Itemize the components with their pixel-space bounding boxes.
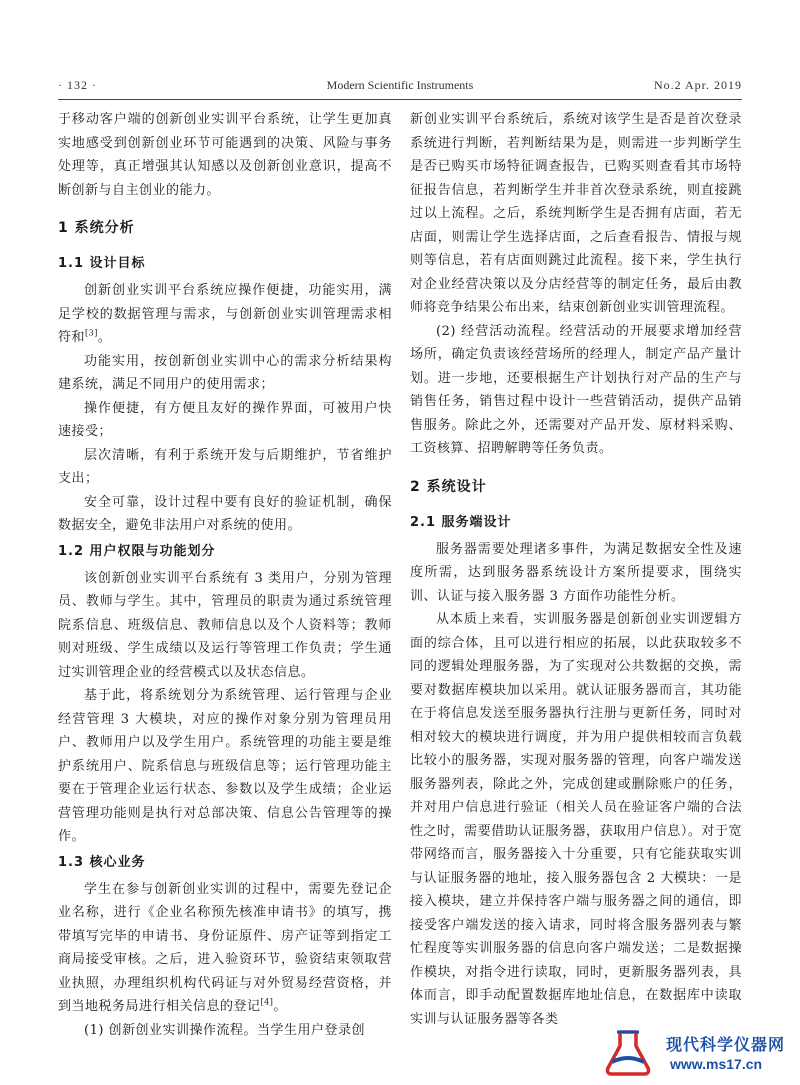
paragraph: 功能实用，按创新创业实训中心的需求分析结果构建系统，满足不同用户的使用需求；	[58, 353, 392, 392]
paragraph: 操作便捷，有方便且友好的操作界面，可被用户快速接受；	[58, 400, 392, 439]
paragraph: (1) 创新创业实训操作流程。当学生用户登录创	[84, 1022, 366, 1038]
running-header	[58, 74, 742, 100]
section-heading-1: 1 系统分析	[58, 220, 135, 236]
citation-ref[interactable]: [4]	[260, 997, 274, 1007]
paragraph: 服务器需要处理诸多事件，为满足数据安全性及速度所需，达到服务器系统设计方案所提要求，围绕实训、认证与接入服务器 3 方面作功能性分析。	[410, 541, 742, 604]
subsection-heading-1-3: 1.3 核心业务	[58, 854, 146, 870]
journal-name: Modern Scientific Instruments	[326, 78, 474, 92]
citation-ref[interactable]: [3]	[85, 328, 98, 338]
subsection-heading-1-2: 1.2 用户权限与功能划分	[58, 543, 216, 559]
site-watermark[interactable]	[600, 1022, 795, 1082]
watermark-url[interactable]: www.ms17.cn	[670, 1056, 763, 1072]
watermark-site-name: 现代科学仪器网	[666, 1035, 786, 1054]
issue-date: No.2 Apr. 2019	[653, 78, 742, 92]
paragraph: 该创新创业实训平台系统有 3 类用户，分别为管理员、教师与学生。其中，管理员的职责为通过系统管理院系信息、班级信息、教师信息以及个人资料等；教师则对班级、学生成绩以及运行等管理工作负责；学生通过实训管理企业的经营模式以及状态信息。	[58, 570, 392, 680]
left-column	[58, 108, 392, 1042]
subsection-heading-2-1: 2.1 服务端设计	[410, 514, 512, 530]
paragraph: 从本质上来看，实训服务器是创新创业实训逻辑方面的综合体，且可以进行相应的拓展，以此获取较多不同的逻辑处理服务器，为了实现对公共数据的交换，需要对数据库模块加以采用。就认证服务器而言，其功能在于将信息发送至服务器执行注册与更新任务，同时对相对较大的模块进行调度，并为用户提供相较而言负载比较小的服务器，实现对服务器的管理，向客户端发送服务器列表，除此之外，完成创建或删除账户的任务，并对用户信息进行验证（相关人员在验证客户端的合法性之时，需要借助认证服务器，获取用户信息）。对于宽带网络而言，服务器接入十分重要，只有它能获取实训与认证服务器的地址，接入服务器包含 2 大模块：一是接入模块，建立并保持客户端与服务器之间的通信，即接受客户端发送的接入请求，同时将含服务器列表与繁忙程度等实训服务器的信息向客户端发送；二是数据操作模块，对指令进行读取，同时，更新服务器列表，具体而言，即手动配置数据库地址信息，在数据库中读取实训与认证服务器等各类	[410, 612, 742, 1027]
right-column	[410, 108, 742, 1031]
intro-paragraph: 于移动客户端的创新创业实训平台系统，让学生更加真实地感受到创新创业环节可能遇到的决策、风险与事务处理等，真正增强其认知感以及创新创业意识，提高不断创新与自主创业的能力。	[58, 112, 392, 198]
paragraph: (2) 经营活动流程。经营活动的开展要求增加经营场所，确定负责该经营场所的经理人，制定产品产量计划。进一步地，还要根据生产计划执行对产品的生产与销售任务，销售过程中设计一些营销活动，提供产品销售服务。除此之外，还需要对产品开发、原材料采购、工资核算、招聘解聘等任务负责。	[410, 323, 742, 456]
continued-paragraph: 新创业实训平台系统后，系统对该学生是否是首次登录系统进行判断，若判断结果为是，则需进一步判断学生是否已购买市场特征调查报告，已购买则查看其市场特征报告信息，若判断学生并非首次登录系统，则直接跳过以上流程。之后，系统判断学生是否拥有店面，若无店面，则需让学生选择店面，之后查看报告、情报与规则等信息，若有店面则跳过此流程。接下来，学生执行对企业经营决策以及分店经营等的制定任务，最后由教师将竞争结果公布出来，结束创新创业实训管理流程。	[410, 112, 742, 315]
section-heading-2: 2 系统设计	[410, 478, 487, 495]
page-number: · 132 ·	[58, 78, 97, 92]
flask-logo-icon	[600, 1028, 656, 1078]
paragraph: 基于此，将系统划分为系统管理、运行管理与企业经营管理 3 大模块，对应的操作对象分别为管理员用户、教师用户以及学生用户。系统管理的功能主要是维护系统用户、院系信息与班级信息等；运行管理功能主要在于管理企业运行状态、参数以及学生成绩；企业运营管理功能则是执行对总部决策、信息公告管理等的操作。	[58, 688, 392, 844]
paragraph: 创新创业实训平台系统应操作便捷，功能实用，满足学校的数据管理与需求，与创新创业实训管理需求相符和[3]。	[58, 283, 392, 345]
paragraph: 层次清晰，有利于系统开发与后期维护，节省维护支出；	[58, 447, 392, 486]
subsection-heading-1-1: 1.1 设计目标	[58, 256, 146, 271]
paragraph: 学生在参与创新创业实训的过程中，需要先登记企业名称，进行《企业名称预先核准申请书》的填写，携带填写完毕的申请书、身份证原件、房产证等到指定工商局接受审核。之后，进入验资环节，验资结束领取营业执照，办理组织机构代码证与对外贸易经营资格，并到当地税务局进行相关信息的登记[4]。	[58, 881, 392, 1014]
paragraph: 安全可靠，设计过程中要有良好的验证机制，确保数据安全，避免非法用户对系统的使用。	[58, 494, 392, 533]
